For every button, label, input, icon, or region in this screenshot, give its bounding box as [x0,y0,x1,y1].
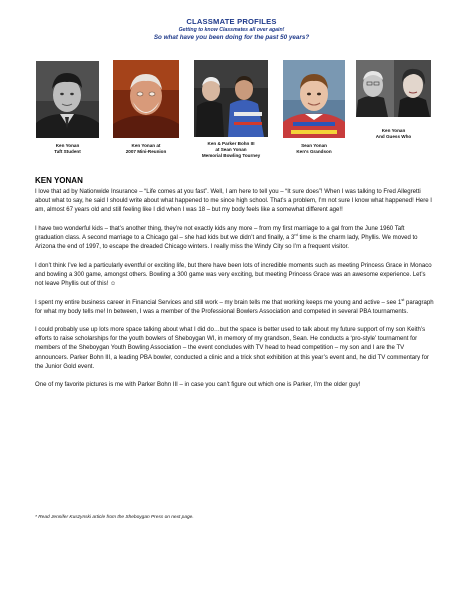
paragraph-6: One of my favorite pictures is me with Parker Bohn III – in case you can’t figure out which one is Parker, I’m the older guy! [35,382,361,389]
paragraph-1: I love that ad by Nationwide Insurance – “Life comes at you fast”. Well, I am here to tell you – “It sure does”! When I was talking to Fred Allegretti about what to say, he said I should write about what happened to me since high school. That’s a problem, I’m not sure I know what happened! Here I am, almost 67 years old and still feeling like I did when I was 18 – but my body feels like a somewhat different age!! [35,189,432,214]
page-subtitle: Getting to know Classmates all over again! [178,27,285,33]
profile-header [0,17,463,41]
caption-sean-yonan: Sean Yonan Ken's Grandson [296,143,332,154]
photo-sean-yonan [283,60,345,138]
paragraph-5: I could probably use up lots more space talking about what I did do…but the space is better used to talk about my future support of my son Keith’s efforts to raise scholarships for the youth bowlers of Sheboygan WI, in memory of my grandson, Sean. He conducts a ‘pro-style’ tournament for members of the Sheboygan Youth Bowling Association – the event concludes with TV head to head competition – my son and I are the TV announcers. Parker Bohn III, a leading PBA bowler, conducted a clinic and a trick shot exhibition at this year’s event and, he did TV commentary for the Junior Gold event. [35,327,429,370]
caption-ken-and-guest: Ken Yonan And Guess Who [375,128,412,139]
paragraph-4: I spent my entire business career in Financial Services and still work – my brain tells me that working keeps me young and active – see 1st paragraph for what my body tells me! In between, I was a member of the Professional Bowlers Association and competed in several PBA tournaments. [35,297,434,315]
photo-ken-parker-bohn [194,60,268,137]
footnote: * Read Jennifer Kuszynski article from the Sheboygan Press on next page. [35,515,194,520]
caption-ken-parker-bohn: Ken & Parker Bohn III at Sean Yonan Memorial Bowling Tourney [201,141,261,158]
caption-ken-reunion: Ken Yonan at 2007 Mini-Reunion [125,143,167,154]
photo-ken-reunion [113,60,179,138]
photo-ken-and-guest [356,60,431,117]
profile-body [35,188,434,399]
paragraph-3: I don’t think I’ve led a particularly eventful or exciting life, but there have been lots of incredible moments such as meeting Princess Grace in Monaco and bowling a 300 game, amongst others. Bowling a 300 game was very exciting, but meeting Princess Grace was an awesome experience. Let’s not leave Phyllis out of this! ☺ [35,262,432,288]
paragraph-2: I have two wonderful kids – that’s another thing, they’re not exactly kids any more – from my first marriage to a gal from the June 1960 Taft graduation class. A second marriage to a Chicago gal – she had kids but we didn’t and finally, a 3rd time is the charm lady, Phyllis. We moved to Arizona the end of 1997, to escape the dreaded Chicago winters. I really miss the Windy City so I’m a frequent visitor. [35,225,418,251]
caption-ken-student: Ken Yonan Taft Student [54,143,81,154]
page-tagline: So what have you been doing for the past 50 years? [153,34,310,41]
photo-ken-student [36,61,99,138]
profile-name-heading: KEN YONAN [35,176,83,185]
page-title: CLASSMATE PROFILES [186,17,277,26]
